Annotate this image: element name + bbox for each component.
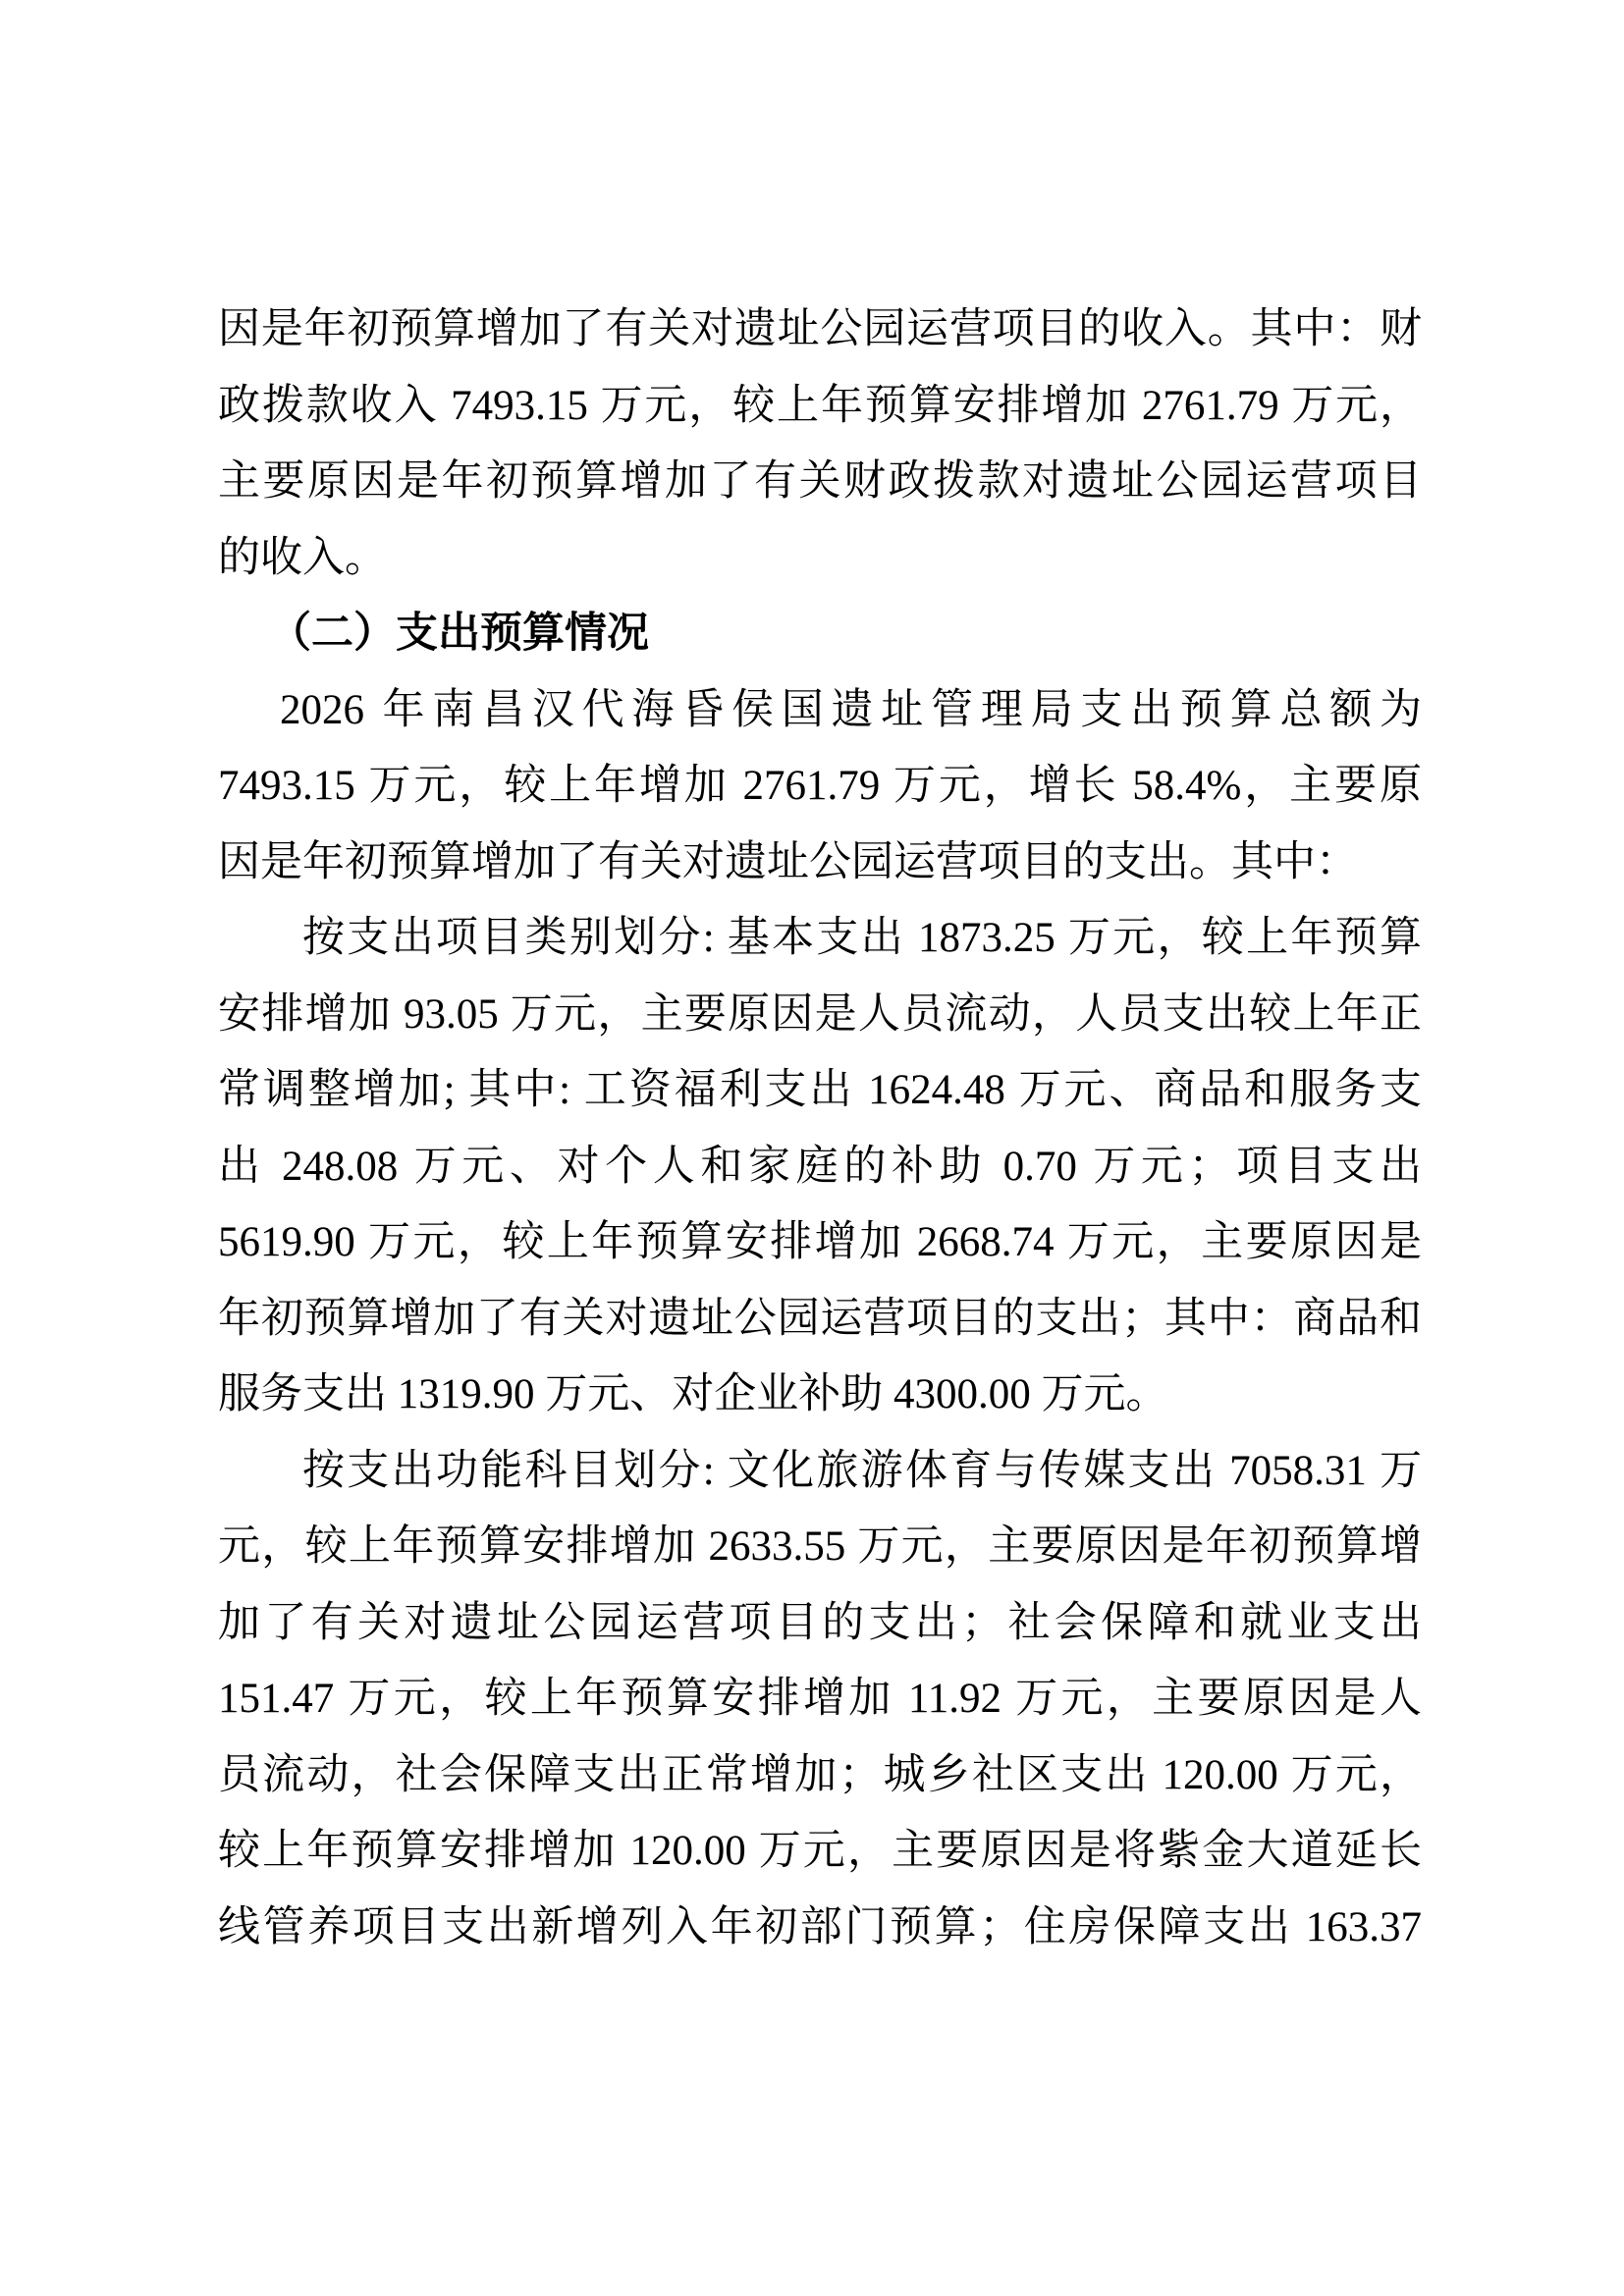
paragraph-line: 加了有关对遗址公园运营项目的支出；社会保障和就业支出 [218, 1599, 1422, 1646]
paragraph-line: 按支出功能科目划分: 文化旅游体育与传媒支出 7058.31 万 [302, 1447, 1422, 1494]
paragraph-line: 出 248.08 万元、对个人和家庭的补助 0.70 万元；项目支出 [218, 1143, 1422, 1190]
paragraph-line: 5619.90 万元，较上年预算安排增加 2668.74 万元，主要原因是 [218, 1219, 1422, 1265]
paragraph-line: 151.47 万元，较上年预算安排增加 11.92 万元，主要原因是人 [218, 1676, 1422, 1722]
paragraph-line: 7493.15 万元，较上年增加 2761.79 万元，增长 58.4%，主要原 [218, 763, 1422, 809]
paragraph-line: 元，较上年预算安排增加 2633.55 万元，主要原因是年初预算增 [218, 1523, 1422, 1570]
paragraph-line: 因是年初预算增加了有关对遗址公园运营项目的收入。其中：财 [218, 306, 1422, 352]
paragraph-line: 常调整增加; 其中: 工资福利支出 1624.48 万元、商品和服务支 [218, 1067, 1422, 1113]
document-text-block [218, 292, 1422, 1965]
paragraph-line: 员流动，社会保障支出正常增加；城乡社区支出 120.00 万元， [218, 1751, 1422, 1798]
paragraph-line: 主要原因是年初预算增加了有关财政拨款对遗址公园运营项目 [218, 458, 1422, 505]
paragraph-line: 服务支出 1319.90 万元、对企业补助 4300.00 万元。 [218, 1371, 1168, 1417]
paragraph-line: 较上年预算安排增加 120.00 万元，主要原因是将紫金大道延长 [218, 1828, 1422, 1874]
paragraph-line: 安排增加 93.05 万元，主要原因是人员流动，人员支出较上年正 [218, 990, 1422, 1038]
paragraph-line: 线管养项目支出新增列入年初部门预算；住房保障支出 163.37 [218, 1903, 1422, 1950]
section-heading: （二）支出预算情况 [269, 611, 649, 657]
paragraph-line: 年初预算增加了有关对遗址公园运营项目的支出；其中：商品和 [218, 1295, 1422, 1342]
paragraph-line: 按支出项目类别划分: 基本支出 1873.25 万元，较上年预算 [302, 915, 1422, 961]
paragraph-line: 的收入。 [218, 534, 387, 581]
paragraph-line: 政拨款收入 7493.15 万元，较上年预算安排增加 2761.79 万元， [218, 382, 1422, 429]
paragraph-line: 因是年初预算增加了有关对遗址公园运营项目的支出。其中： [218, 838, 1358, 885]
paragraph-line: 2026 年南昌汉代海昏侯国遗址管理局支出预算总额为 [280, 686, 1422, 733]
